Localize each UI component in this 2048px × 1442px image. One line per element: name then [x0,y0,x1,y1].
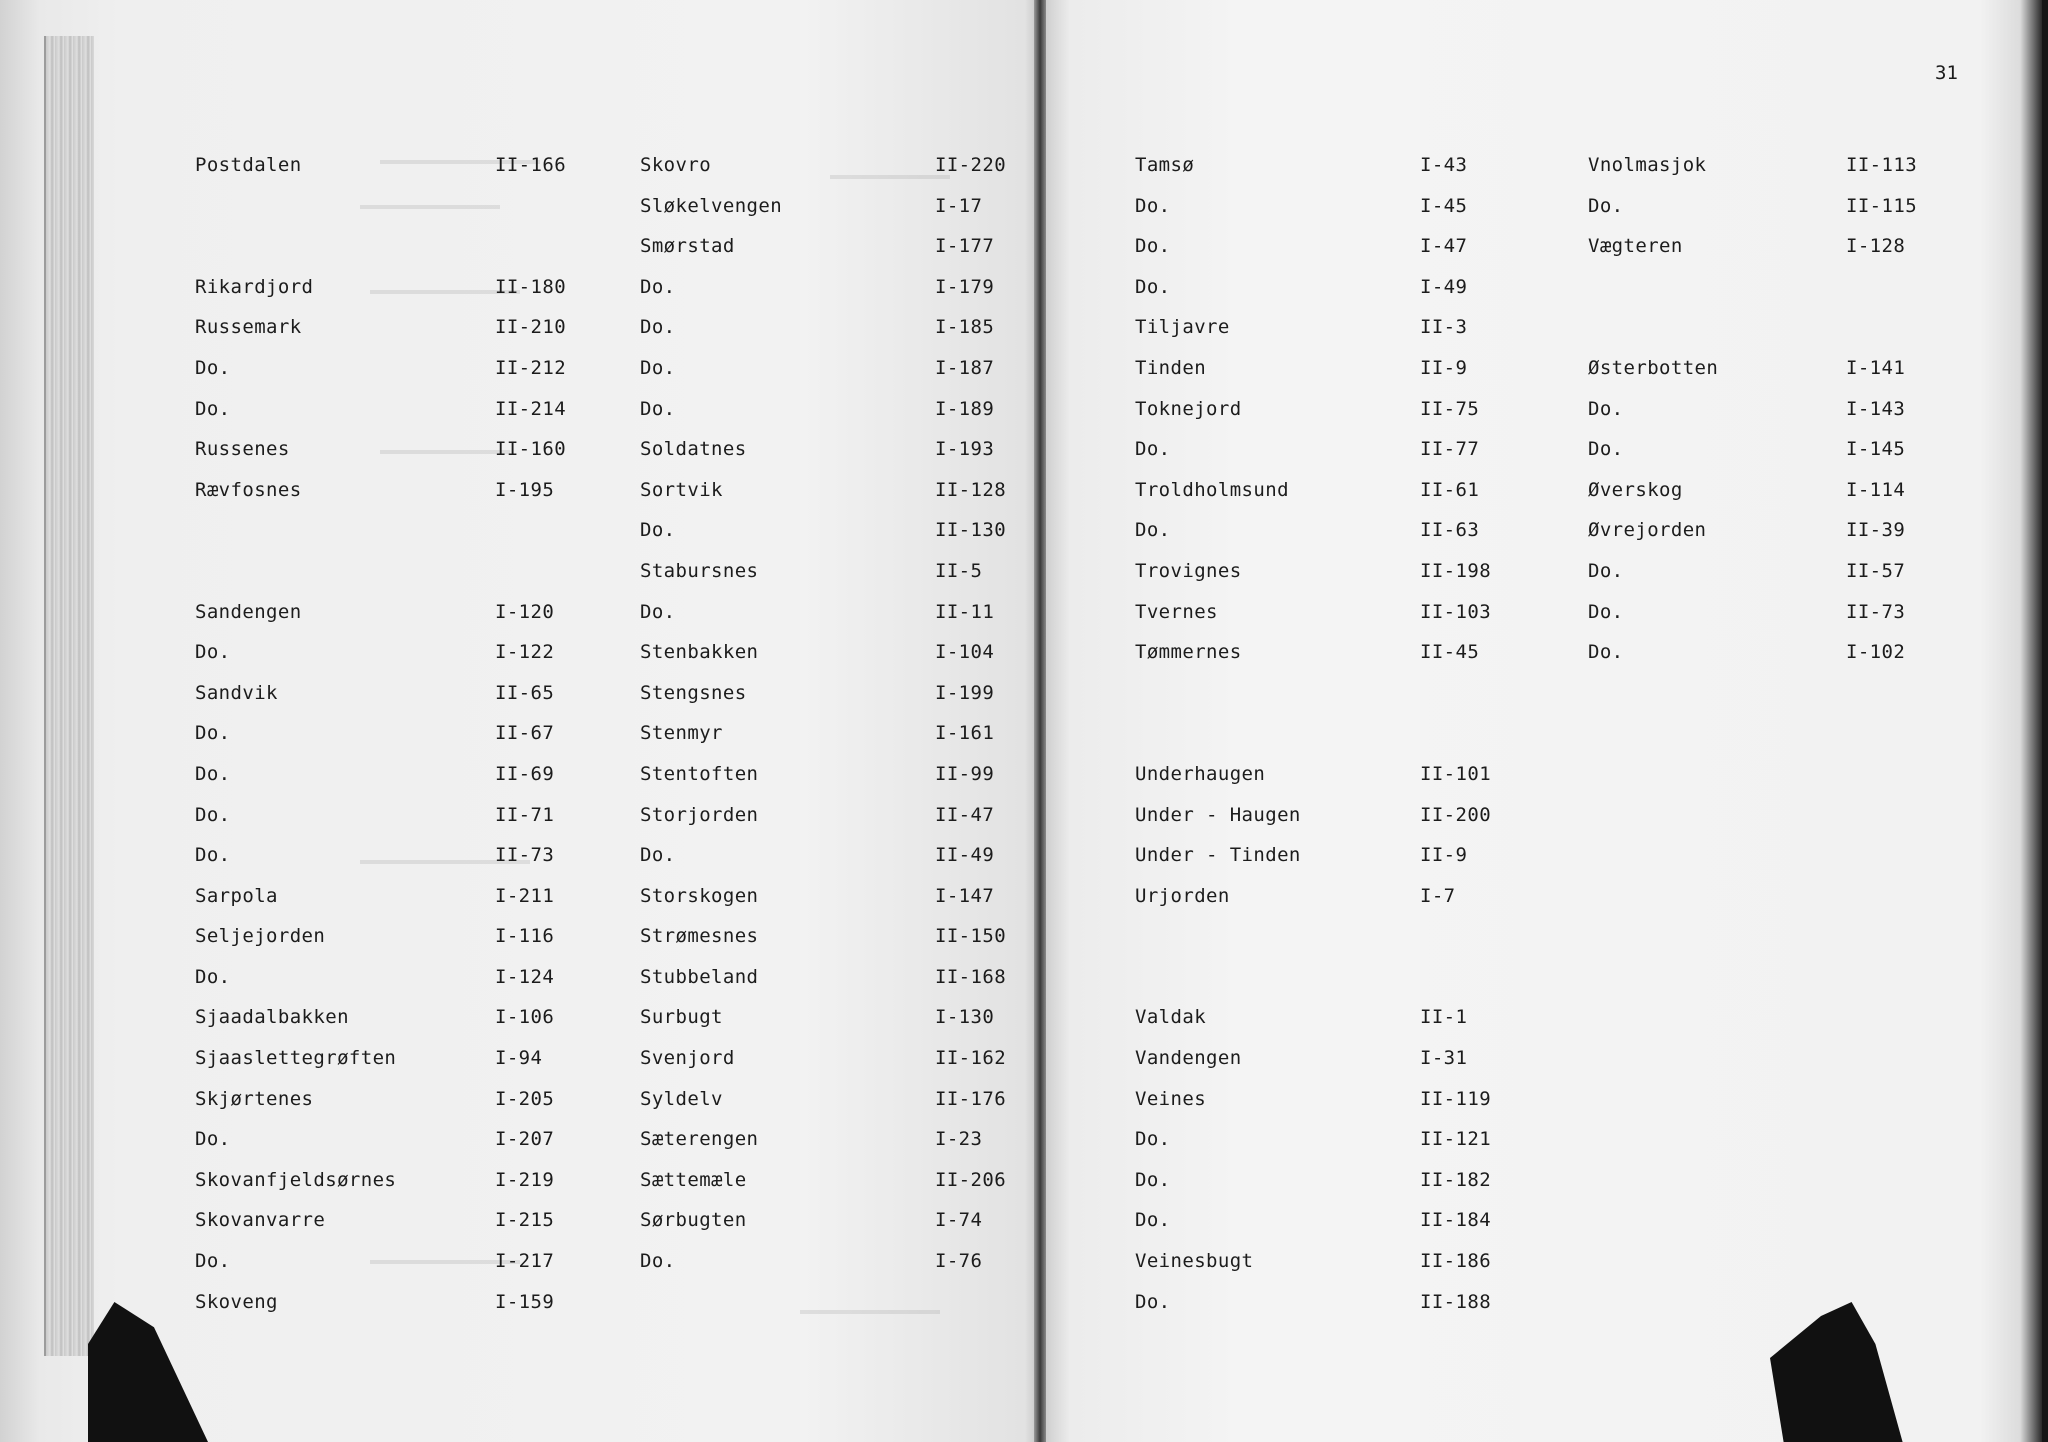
index-entry [1588,154,1988,195]
volume-page-ref: II-182 [1420,1168,1492,1191]
volume-page-ref: II-99 [935,762,995,785]
index-entry [1135,1006,1535,1047]
volume-page-ref: I-23 [935,1128,983,1151]
volume-page-ref: II-113 [1846,154,1918,176]
place-name: Stengsnes [640,681,747,704]
volume-page-ref: I-124 [495,965,555,988]
place-name: Sørbugten [640,1209,747,1232]
volume-page-ref: II-75 [1420,397,1480,420]
volume-page-ref: II-115 [1846,194,1918,217]
index-entry [195,722,575,763]
index-entry [640,1088,1020,1129]
volume-page-ref: I-94 [495,1047,543,1070]
index-entry [195,195,575,236]
place-name: Russemark [195,316,302,339]
index-entry [195,154,575,195]
volume-page-ref: II-200 [1420,803,1492,826]
index-entry [640,844,1020,885]
volume-page-ref: II-119 [1420,1087,1492,1110]
index-entry [195,316,575,357]
place-name: Do. [195,356,231,379]
volume-page-ref: I-217 [495,1250,555,1273]
volume-page-ref: II-71 [495,803,555,826]
volume-page-ref: II-63 [1420,519,1480,542]
volume-page-ref: II-57 [1846,559,1906,582]
place-name: Seljejorden [195,925,326,948]
index-entry [640,519,1020,560]
volume-page-ref: I-45 [1420,194,1468,217]
place-name: Valdak [1135,1006,1207,1029]
place-name: Østerbotten [1588,356,1719,379]
index-entry [195,438,575,479]
index-entry [1588,316,1988,357]
volume-page-ref: II-101 [1420,762,1492,785]
volume-page-ref: I-143 [1846,397,1906,420]
place-name: Do. [1135,275,1171,298]
index-entry [1135,966,1535,1007]
volume-page-ref: II-1 [1420,1006,1468,1029]
volume-page-ref: I-76 [935,1250,983,1273]
book-spine [1034,0,1046,1442]
index-entry [640,195,1020,236]
volume-page-ref: I-74 [935,1209,983,1232]
volume-page-ref: I-211 [495,884,555,907]
index-entry [1135,601,1535,642]
volume-page-ref: II-206 [935,1168,1007,1191]
volume-page-ref: II-188 [1420,1290,1492,1313]
volume-page-ref: II-176 [935,1087,1007,1110]
place-name: Do. [195,722,231,745]
volume-page-ref: II-128 [935,478,1007,501]
index-entry [195,235,575,276]
place-name: Do. [1135,1168,1171,1191]
index-entry [195,966,575,1007]
index-entry [1135,357,1535,398]
place-name: Do. [1135,194,1171,217]
place-name: Øvrejorden [1588,519,1707,542]
volume-page-ref: II-39 [1846,519,1906,542]
volume-page-ref: II-198 [1420,559,1492,582]
index-entry [195,844,575,885]
index-entry [195,1209,575,1250]
index-entry [1135,235,1535,276]
left-page-column-2 [640,154,1020,1291]
place-name: Sæterengen [640,1128,759,1151]
index-entry [640,1169,1020,1210]
index-entry [1588,479,1988,520]
place-name: Do. [1135,438,1171,461]
place-name: Trovignes [1135,559,1242,582]
volume-page-ref: I-106 [495,1006,555,1029]
index-entry [1135,316,1535,357]
index-entry [1135,925,1535,966]
volume-page-ref: II-184 [1420,1209,1492,1232]
place-name: Do. [1588,641,1624,664]
index-entry [1135,1128,1535,1169]
index-entry [640,560,1020,601]
place-name: Svenjord [640,1047,735,1070]
volume-page-ref: II-121 [1420,1128,1492,1151]
index-entry [640,357,1020,398]
index-entry [640,763,1020,804]
index-entry [1588,519,1988,560]
place-name: Stenbakken [640,641,759,664]
place-name: Do. [640,275,676,298]
place-name: Do. [1135,1290,1171,1313]
volume-page-ref: II-45 [1420,641,1480,664]
volume-page-ref: I-145 [1846,438,1906,461]
volume-page-ref: I-104 [935,641,995,664]
index-entry [640,966,1020,1007]
index-entry [1135,1088,1535,1129]
right-page-column-1 [1135,154,1535,1331]
volume-page-ref: II-220 [935,154,1007,176]
volume-page-ref: I-120 [495,600,555,623]
index-entry [1135,1209,1535,1250]
place-name: Tamsø [1135,154,1195,176]
place-name: Do. [640,519,676,542]
place-name: Strømesnes [640,925,759,948]
place-name: Skovanvarre [195,1209,326,1232]
index-entry [195,1006,575,1047]
index-entry [640,316,1020,357]
index-entry [640,804,1020,845]
index-entry [1135,641,1535,682]
place-name: Do. [640,397,676,420]
index-entry [1588,195,1988,236]
place-name: Veinesbugt [1135,1250,1254,1273]
place-name: Storskogen [640,884,759,907]
place-name: Do. [1588,559,1624,582]
place-name: Stabursnes [640,559,759,582]
place-name: Urjorden [1135,884,1230,907]
index-entry [195,804,575,845]
place-name: Do. [1135,1209,1171,1232]
volume-page-ref: II-77 [1420,438,1480,461]
index-entry [195,1047,575,1088]
place-name: Skovanfjeldsørnes [195,1168,397,1191]
index-entry [640,1128,1020,1169]
volume-page-ref: I-102 [1846,641,1906,664]
index-entry [195,925,575,966]
volume-page-ref: I-7 [1420,884,1456,907]
index-entry [1135,1169,1535,1210]
index-entry [640,1250,1020,1291]
index-entry [195,1088,575,1129]
volume-page-ref: II-73 [495,844,555,867]
place-name: Skjørtenes [195,1087,314,1110]
volume-page-ref: II-61 [1420,478,1480,501]
volume-page-ref: I-141 [1846,356,1906,379]
index-entry [1135,276,1535,317]
place-name: Storjorden [640,803,759,826]
place-name: Do. [195,397,231,420]
index-entry [640,682,1020,723]
place-name: Underhaugen [1135,762,1266,785]
index-entry [195,357,575,398]
place-name: Do. [1588,194,1624,217]
place-name: Do. [1588,397,1624,420]
index-entry [640,1006,1020,1047]
place-name: Do. [640,844,676,867]
place-name: Do. [640,356,676,379]
volume-page-ref: I-47 [1420,235,1468,258]
place-name: Sjaaslettegrøften [195,1047,397,1070]
place-name: Russenes [195,438,290,461]
index-entry [1135,154,1535,195]
index-entry [640,722,1020,763]
index-entry [640,479,1020,520]
index-entry [640,235,1020,276]
place-name: Sortvik [640,478,723,501]
page-number: 31 [1935,62,1958,84]
volume-page-ref: II-47 [935,803,995,826]
volume-page-ref: I-189 [935,397,995,420]
volume-page-ref: II-210 [495,316,567,339]
place-name: Do. [195,965,231,988]
index-entry [1135,1250,1535,1291]
place-name: Under - Haugen [1135,803,1301,826]
index-entry [195,682,575,723]
place-name: Rikardjord [195,275,314,298]
index-entry [1135,844,1535,885]
place-name: Surbugt [640,1006,723,1029]
volume-page-ref: II-5 [935,559,983,582]
place-name: Sandengen [195,600,302,623]
left-page-column-1 [195,154,575,1331]
place-name: Toknejord [1135,397,1242,420]
index-entry [1135,438,1535,479]
place-name: Do. [195,844,231,867]
right-page-column-2 [1588,154,1988,682]
index-entry [195,1291,575,1332]
place-name: Stentoften [640,762,759,785]
volume-page-ref: I-177 [935,235,995,258]
place-name: Vægteren [1588,235,1683,258]
place-name: Soldatnes [640,438,747,461]
place-name: Vnolmasjok [1588,154,1707,176]
volume-page-ref: II-3 [1420,316,1468,339]
volume-page-ref: I-130 [935,1006,995,1029]
volume-page-ref: I-187 [935,356,995,379]
index-entry [1135,479,1535,520]
index-entry [195,479,575,520]
volume-page-ref: II-160 [495,438,567,461]
place-name: Sløkelvengen [640,194,783,217]
place-name: Do. [640,1250,676,1273]
index-entry [1135,682,1535,723]
page-edges [44,36,94,1356]
volume-page-ref: I-219 [495,1168,555,1191]
volume-page-ref: I-205 [495,1087,555,1110]
place-name: Do. [195,1250,231,1273]
place-name: Vandengen [1135,1047,1242,1070]
index-entry [195,763,575,804]
index-entry [1588,235,1988,276]
volume-page-ref: II-9 [1420,356,1468,379]
place-name: Øverskog [1588,478,1683,501]
place-name: Syldelv [640,1087,723,1110]
place-name: Sarpola [195,884,278,907]
place-name: Do. [195,641,231,664]
index-entry [195,560,575,601]
index-entry [1588,641,1988,682]
volume-page-ref: II-49 [935,844,995,867]
volume-page-ref: I-207 [495,1128,555,1151]
place-name: Troldholmsund [1135,478,1289,501]
place-name: Veines [1135,1087,1207,1110]
index-entry [1588,438,1988,479]
index-entry [195,519,575,560]
place-name: Do. [640,600,676,623]
volume-page-ref: II-180 [495,275,567,298]
volume-page-ref: II-103 [1420,600,1492,623]
volume-page-ref: II-168 [935,965,1007,988]
volume-page-ref: II-150 [935,925,1007,948]
index-entry [195,1169,575,1210]
index-entry [640,885,1020,926]
volume-page-ref: I-116 [495,925,555,948]
index-entry [640,398,1020,439]
index-entry [195,601,575,642]
place-name: Under - Tinden [1135,844,1301,867]
volume-page-ref: II-162 [935,1047,1007,1070]
index-entry [195,398,575,439]
volume-page-ref: II-65 [495,681,555,704]
index-entry [1135,398,1535,439]
index-entry [195,276,575,317]
place-name: Do. [195,762,231,785]
place-name: Stubbeland [640,965,759,988]
place-name: Tinden [1135,356,1207,379]
place-name: Do. [1135,1128,1171,1151]
index-entry [1588,398,1988,439]
place-name: Rævfosnes [195,478,302,501]
volume-page-ref: II-212 [495,356,567,379]
place-name: Do. [640,316,676,339]
place-name: Do. [1588,600,1624,623]
volume-page-ref: II-130 [935,519,1007,542]
place-name: Smørstad [640,235,735,258]
place-name: Postdalen [195,154,302,176]
index-entry [1135,763,1535,804]
volume-page-ref: II-67 [495,722,555,745]
volume-page-ref: I-114 [1846,478,1906,501]
index-entry [640,1209,1020,1250]
place-name: Do. [1135,235,1171,258]
index-entry [1588,357,1988,398]
place-name: Tømmernes [1135,641,1242,664]
index-entry [640,1047,1020,1088]
volume-page-ref: I-17 [935,194,983,217]
volume-page-ref: I-193 [935,438,995,461]
place-name: Sandvik [195,681,278,704]
volume-page-ref: I-31 [1420,1047,1468,1070]
volume-page-ref: I-49 [1420,275,1468,298]
volume-page-ref: II-214 [495,397,567,420]
volume-page-ref: II-69 [495,762,555,785]
index-entry [195,641,575,682]
volume-page-ref: I-185 [935,316,995,339]
index-entry [1135,560,1535,601]
place-name: Sættemæle [640,1168,747,1191]
index-entry [1588,560,1988,601]
index-entry [1135,195,1535,236]
place-name: Skovro [640,154,712,176]
volume-page-ref: I-195 [495,478,555,501]
place-name: Stenmyr [640,722,723,745]
volume-page-ref: II-73 [1846,600,1906,623]
index-entry [640,601,1020,642]
index-entry [640,154,1020,195]
volume-page-ref: I-43 [1420,154,1468,176]
index-entry [1588,601,1988,642]
place-name: Do. [1588,438,1624,461]
index-entry [640,641,1020,682]
volume-page-ref: I-122 [495,641,555,664]
volume-page-ref: I-128 [1846,235,1906,258]
volume-page-ref: I-161 [935,722,995,745]
place-name: Tvernes [1135,600,1218,623]
index-entry [640,276,1020,317]
volume-page-ref: I-215 [495,1209,555,1232]
place-name: Do. [195,803,231,826]
index-entry [640,925,1020,966]
volume-page-ref: I-179 [935,275,995,298]
index-entry [1135,804,1535,845]
volume-page-ref: I-147 [935,884,995,907]
index-entry [195,885,575,926]
place-name: Skoveng [195,1290,278,1313]
volume-page-ref: II-186 [1420,1250,1492,1273]
index-entry [1588,276,1988,317]
place-name: Tiljavre [1135,316,1230,339]
place-name: Do. [195,1128,231,1151]
index-entry [1135,722,1535,763]
index-entry [195,1128,575,1169]
index-entry [1135,1291,1535,1332]
index-entry [195,1250,575,1291]
volume-page-ref: II-11 [935,600,995,623]
index-entry [1135,519,1535,560]
place-name: Do. [1135,519,1171,542]
index-entry [640,438,1020,479]
place-name: Sjaadalbakken [195,1006,349,1029]
index-entry [1135,1047,1535,1088]
volume-page-ref: I-199 [935,681,995,704]
index-entry [1135,885,1535,926]
volume-page-ref: II-166 [495,154,567,176]
volume-page-ref: II-9 [1420,844,1468,867]
volume-page-ref: I-159 [495,1290,555,1313]
